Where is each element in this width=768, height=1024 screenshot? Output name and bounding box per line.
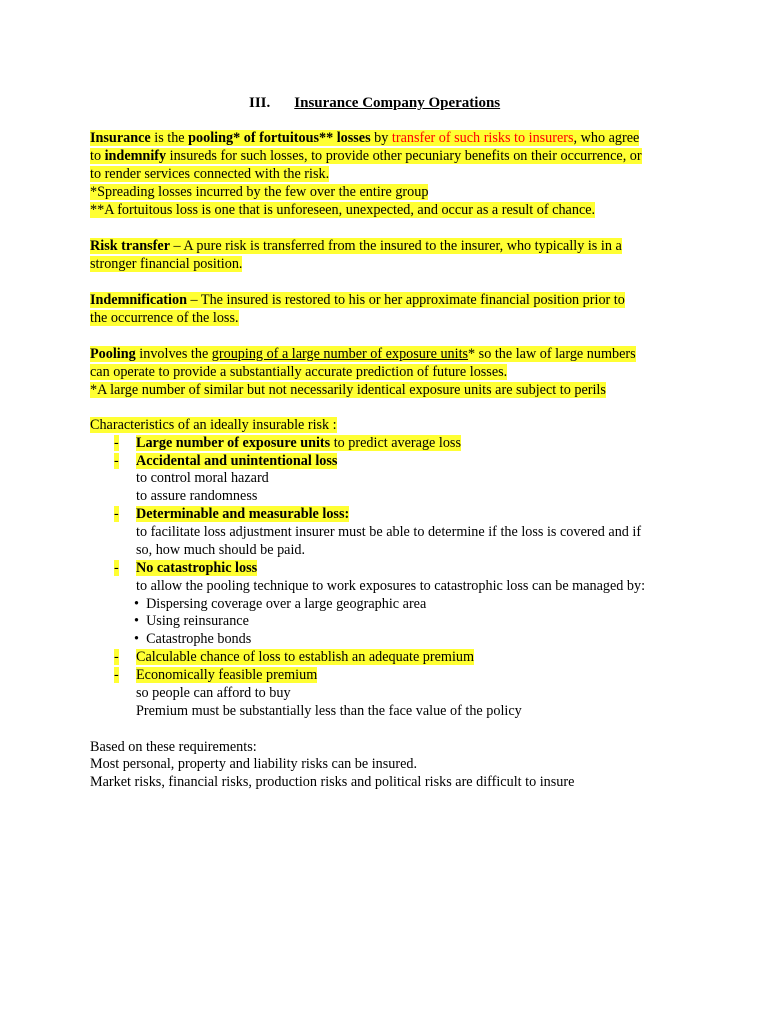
characteristic-item-5	[136, 649, 474, 666]
text: *Spreading losses incurred by the few over the entire group	[90, 184, 429, 200]
text: involves the	[135, 346, 212, 362]
dash: -	[114, 453, 119, 469]
text: * so the law of large numbers	[468, 346, 636, 362]
conclusion-line-2: Most personal, property and liability risks can be insured.	[90, 756, 418, 772]
text: Calculable chance of loss to establish an adequate premium	[136, 649, 475, 665]
characteristic-item-2	[136, 453, 337, 470]
text: , who agree	[573, 130, 640, 146]
risk-transfer-line-2	[90, 256, 242, 273]
text: Determinable and measurable loss:	[136, 506, 350, 522]
characteristic-item-6	[136, 667, 317, 684]
text: can operate to provide a substantially accurate prediction of future losses.	[90, 364, 508, 380]
insurance-definition-line-1	[90, 130, 639, 147]
risk-transfer-term: Risk transfer	[90, 238, 170, 254]
text: **A fortuitous loss is one that is unforeseen, unexpected, and occur as a result of chance.	[90, 202, 596, 218]
characteristic-item-6-detail-1: so people can afford to buy	[136, 685, 291, 701]
section-number: III.	[249, 95, 271, 111]
dash: -	[114, 506, 119, 522]
footnote-fortuitous	[90, 202, 595, 219]
bullet-item	[134, 613, 249, 630]
text: to predict average loss	[330, 435, 461, 451]
bullet-icon: •	[134, 596, 139, 612]
text: *A large number of similar but not necessarily identical exposure units are subject to perils	[90, 382, 606, 398]
text: to render services connected with the risk.	[90, 166, 330, 182]
text: stronger financial position.	[90, 256, 243, 272]
pooling-line-2	[90, 364, 507, 381]
insurance-definition-line-2	[90, 148, 642, 165]
characteristic-item-3-detail-1: to facilitate loss adjustment insurer must be able to determine if the loss is covered and if	[136, 524, 642, 540]
text: Accidental and unintentional loss	[136, 453, 338, 469]
text: – The insured is restored to his or her approximate financial position prior to	[186, 292, 625, 308]
text: to	[90, 148, 105, 164]
characteristic-item-3	[136, 506, 349, 523]
list-dash	[114, 435, 119, 452]
conclusion-line-3: Market risks, financial risks, production risks and political risks are difficult to insure	[90, 774, 575, 790]
text: insureds for such losses, to provide other pecuniary benefits on their occurrence, or	[166, 148, 642, 164]
section-title: Insurance Company Operations	[294, 95, 501, 111]
grouping-phrase: grouping of a large number of exposure units	[211, 346, 469, 362]
dash: -	[114, 560, 119, 576]
indemnification-line-1	[90, 292, 625, 309]
characteristic-item-6-detail-2: Premium must be substantially less than the face value of the policy	[136, 703, 522, 719]
characteristic-item-3-detail-2: so, how much should be paid.	[136, 542, 306, 558]
text: Using reinsurance	[146, 613, 249, 629]
text: Dispersing coverage over a large geographic area	[146, 596, 427, 612]
insurance-definition-line-3	[90, 166, 329, 183]
text: Characteristics of an ideally insurable risk :	[90, 417, 337, 433]
bullet-item	[134, 596, 426, 613]
pooling-phrase: pooling* of fortuitous** losses	[188, 130, 371, 146]
characteristic-item-2-detail-1: to control moral hazard	[136, 470, 269, 486]
text: by	[370, 130, 392, 146]
characteristic-item-1	[136, 435, 461, 452]
list-dash	[114, 560, 119, 577]
indemnify-term: indemnify	[104, 148, 167, 164]
dash: -	[114, 667, 119, 683]
section-heading	[249, 95, 500, 112]
bullet-icon: •	[134, 631, 139, 647]
text: the occurrence of the loss.	[90, 310, 239, 326]
text: is the	[150, 130, 189, 146]
text: No catastrophic loss	[136, 560, 258, 576]
text: Catastrophe bonds	[146, 631, 252, 647]
pooling-footnote	[90, 382, 606, 399]
list-dash	[114, 649, 119, 666]
indemnification-term: Indemnification	[90, 292, 187, 308]
indemnification-line-2	[90, 310, 239, 327]
pooling-term: Pooling	[90, 346, 136, 362]
footnote-spreading	[90, 184, 428, 201]
characteristic-item-4	[136, 560, 257, 577]
text: – A pure risk is transferred from the insured to the insurer, who typically is in a	[170, 238, 622, 254]
pooling-line-1	[90, 346, 636, 363]
risk-transfer-line-1	[90, 238, 622, 255]
list-dash	[114, 506, 119, 523]
insurance-term: Insurance	[90, 130, 151, 146]
conclusion-line-1: Based on these requirements:	[90, 739, 257, 755]
bullet-icon: •	[134, 613, 139, 629]
list-dash	[114, 667, 119, 684]
bullet-item	[134, 631, 251, 648]
dash: -	[114, 435, 119, 451]
text: Large number of exposure units	[136, 435, 331, 451]
list-dash	[114, 453, 119, 470]
characteristics-intro	[90, 417, 337, 434]
text: Economically feasible premium	[136, 667, 318, 683]
dash: -	[114, 649, 119, 665]
characteristic-item-2-detail-2: to assure randomness	[136, 488, 258, 504]
characteristic-item-4-detail: to allow the pooling technique to work exposures to catastrophic loss can be managed by:	[136, 578, 646, 594]
transfer-phrase: transfer of such risks to insurers	[391, 130, 574, 146]
